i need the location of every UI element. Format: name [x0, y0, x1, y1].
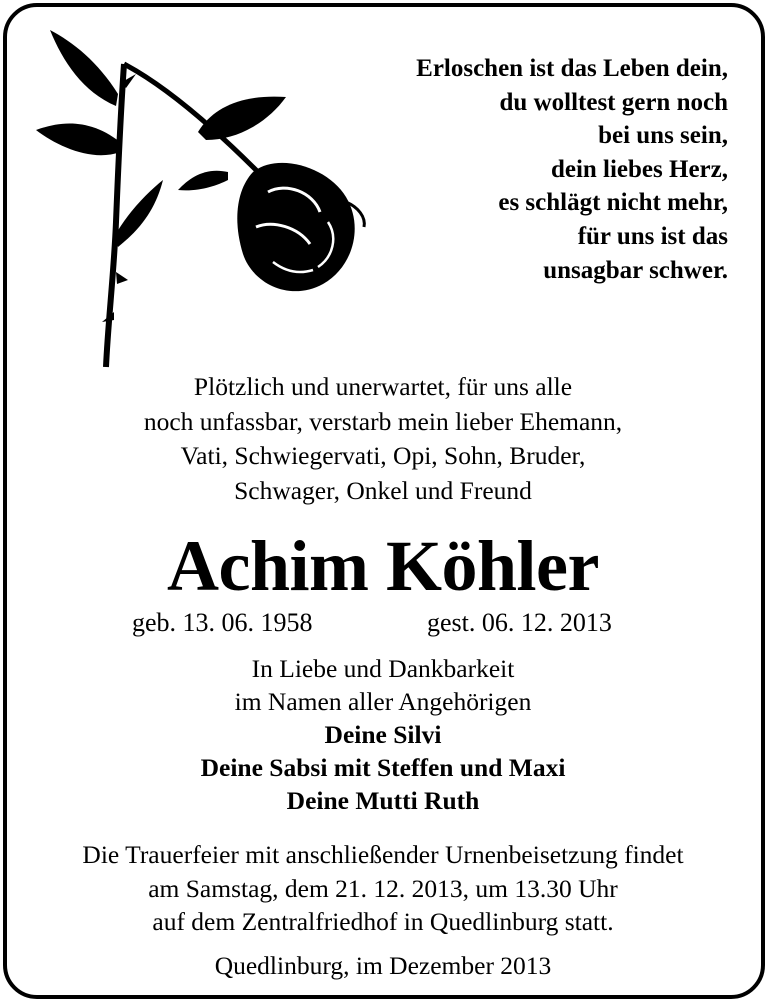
poem-line: unsagbar schwer.: [543, 256, 728, 284]
poem: [416, 52, 728, 287]
closing-line: In Liebe und Dankbarkeit: [251, 654, 515, 683]
poem-line: bei uns sein,: [598, 122, 728, 150]
service-line: am Samstag, dem 21. 12. 2013, um 13.30 Uhr: [148, 873, 618, 903]
closing-text: [0, 652, 766, 817]
signature-line: Deine Silvi: [324, 720, 442, 749]
service-info: [0, 838, 766, 939]
death-date: gest. 06. 12. 2013: [427, 608, 612, 637]
place-date: Quedlinburg, im Dezember 2013: [214, 951, 552, 980]
intro-line: Vati, Schwiegervati, Opi, Sohn, Bruder,: [180, 441, 586, 470]
signature-line: Deine Sabsi mit Steffen und Maxi: [200, 753, 566, 782]
closing-line: im Namen aller Angehörigen: [234, 687, 532, 716]
intro-line: Plötzlich und unerwartet, für uns alle: [193, 372, 573, 401]
poem-line: es schlägt nicht mehr,: [498, 189, 728, 217]
intro-line: Schwager, Onkel und Freund: [234, 475, 532, 505]
birth-date: geb. 13. 06. 1958: [132, 608, 313, 637]
rose-illustration: [28, 22, 368, 372]
signature-line: Deine Mutti Ruth: [286, 786, 480, 815]
service-line: Die Trauerfeier mit anschließender Urnenbeisetzung findet: [82, 840, 684, 869]
poem-line: dein liebes Herz,: [550, 155, 728, 183]
poem-line: für uns ist das: [577, 222, 728, 250]
deceased-name: Achim Köhler: [167, 526, 599, 606]
poem-line: du wolltest gern noch: [499, 88, 728, 116]
service-line: auf dem Zentralfriedhof in Quedlinburg statt.: [152, 907, 614, 936]
intro-text: [0, 370, 766, 508]
intro-line: noch unfassbar, verstarb mein lieber Ehemann,: [143, 406, 623, 436]
poem-line: Erloschen ist das Leben dein,: [416, 55, 728, 82]
